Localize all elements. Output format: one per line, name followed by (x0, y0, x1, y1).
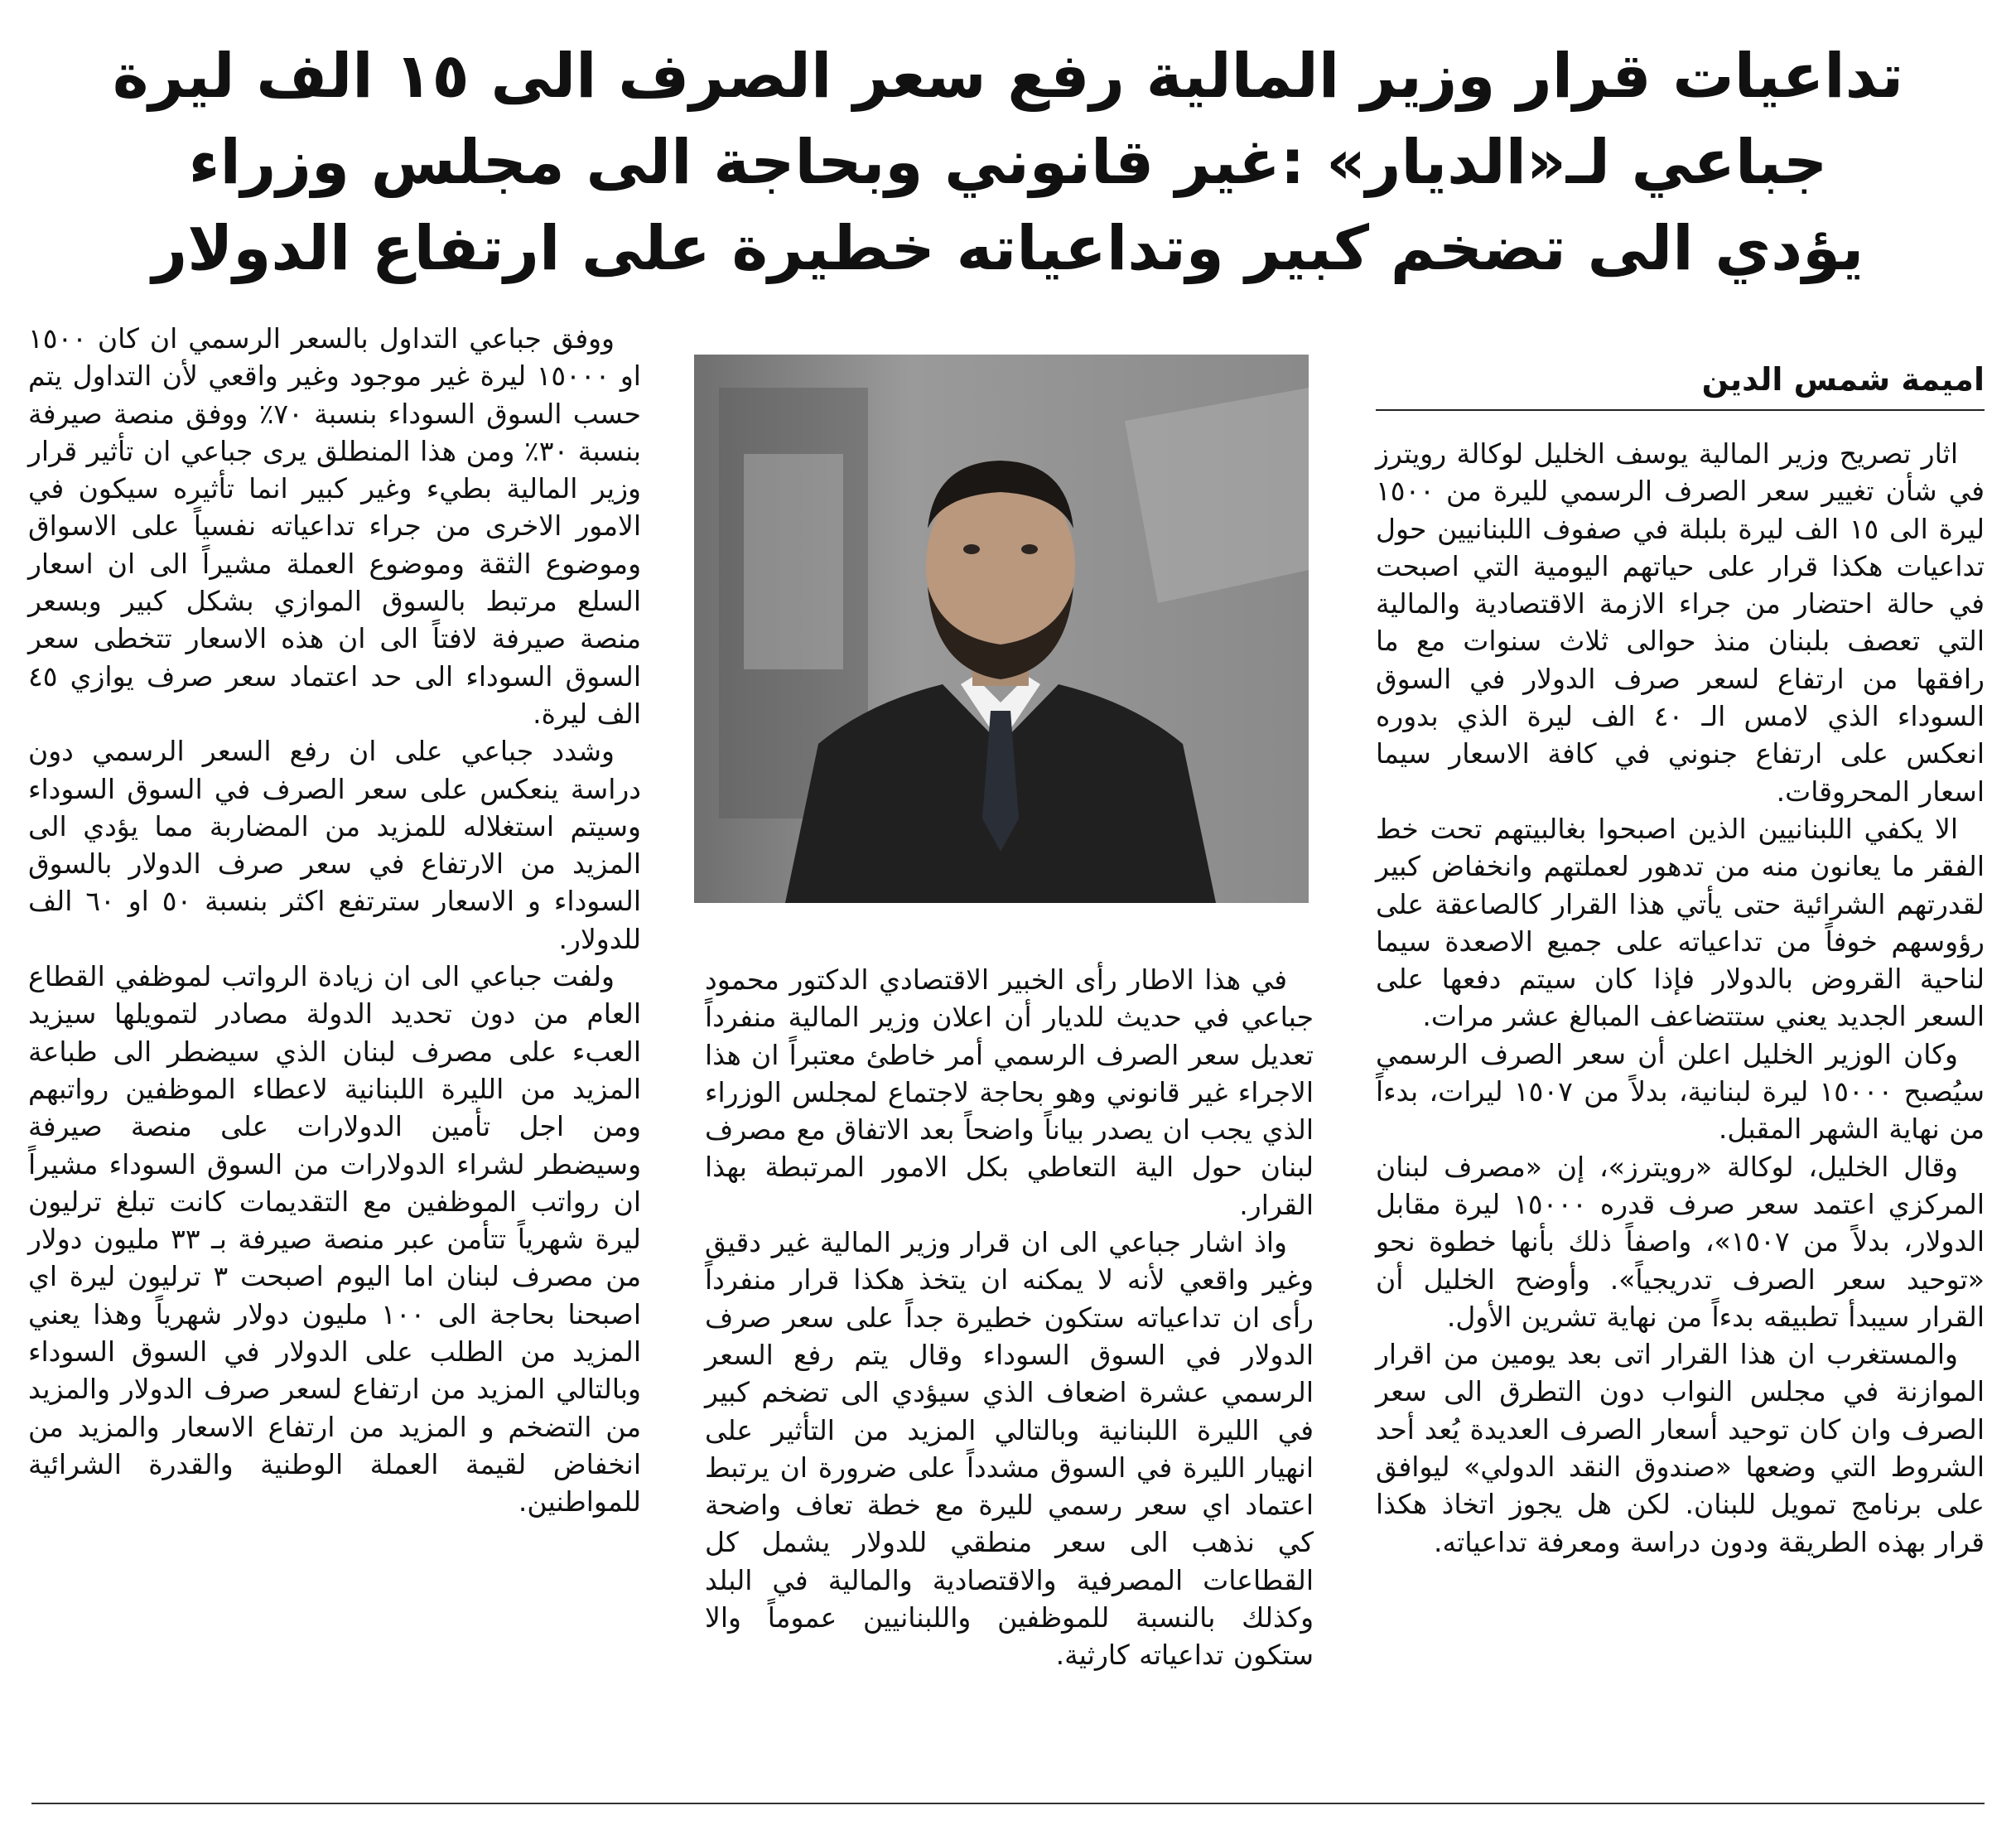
headline-line-3: يؤدي الى تضخم كبير وتداعياته خطيرة على ارتفاع الدولار (152, 213, 1864, 284)
paragraph: ولفت جباعي الى ان زيادة الرواتب لموظفي القطاع العام من دون تحديد الدولة مصادر لتمويلها سيزيد العبء على مصرف لبنان الذي سيضطر الى طباعة المزيد من الليرة اللبنانية لاعطاء الموظفين رواتبهم ومن اجل تأمين الدولارات على منصة صيرفة وسيضطر لشراء الدولارات من السوق السوداء مشيراً ان رواتب الموظفين مع التقديمات كانت تبلغ ترليون ليرة شهرياً تتأمن عبر منصة صيرفة بـ ٣٣ مليون دولار من مصرف لبنان اما اليوم اصبحت ٣ ترليون ليرة اي اصبحنا بحاجة الى ١٠٠ مليون دولار شهرياً وهذا يعني المزيد من الطلب على الدولار في السوق السوداء وبالتالي المزيد من ارتفاع لسعر صرف الدولار والمزيد من التضخم و المزيد من ارتفاع الاسعار والمزيد من انخفاض لقيمة العملة الوطنية والقدرة الشرائية للمواطنين. (28, 960, 641, 1518)
article-column-middle (705, 961, 1314, 1674)
headline-line-1: تداعيات قرار وزير المالية رفع سعر الصرف الى ١٥ الف ليرة (112, 41, 1904, 112)
paragraph: وقال الخليل، لوكالة «رويترز»، إن «مصرف لبنان المركزي اعتمد سعر صرف قدره ١٥٠٠٠ ليرة مقابل الدولار، بدلاً من ١٥٠٧»، واصفاً ذلك بأنها خطوة نحو «توحيد سعر الصرف تدريجياً». وأوضح الخليل أن القرار سيبدأ تطبيقه بدءاً من نهاية تشرين الأول. (1376, 1150, 1985, 1333)
bottom-divider (31, 1803, 1985, 1804)
paragraph: اثار تصريح وزير المالية يوسف الخليل لوكالة رويترز في شأن تغيير سعر الصرف الرسمي لليرة من ١٥٠٠ ليرة الى ١٥ الف ليرة بلبلة في صفوف اللبنانيين حول تداعيات هكذا قرار على حياتهم اليومية التي اصبحت في حالة احتضار من جراء الازمة الاقتصادية والمالية التي تعصف بلبنان منذ حوالى ثلاث سنوات مع ما رافقها من ارتفاع لسعر صرف الدولار في السوق السوداء الذي لامس الـ ٤٠ الف ليرة الذي بدوره انعكس على ارتفاع جنوني في كافة الاسعار سيما اسعار المحروقات. (1376, 437, 1985, 808)
article-column-right (1376, 435, 1985, 1561)
portrait-photo (694, 355, 1309, 903)
paragraph: واذ اشار جباعي الى ان قرار وزير المالية غير دقيق وغير واقعي لأنه لا يمكنه ان يتخذ هكذا قرار منفرداً رأى ان تداعياته ستكون خطيرة جداً على سعر صرف الدولار في السوق السوداء وقال يتم رفع السعر الرسمي عشرة اضعاف الذي سيؤدي الى تضخم كبير في الليرة اللبنانية وبالتالي المزيد من التأثير على انهيار الليرة في السوق مشدداً على ضرورة ان يرتبط اعتماد اي سعر رسمي لليرة مع خطة تعاف واضحة كي نذهب الى سعر منطقي للدولار يشمل كل القطاعات المصرفية والاقتصادية والمالية في البلد وكذلك بالنسبة للموظفين واللبنانيين عموماً والا ستكون تداعياته كارثية. (705, 1226, 1314, 1672)
article-column-left (28, 320, 641, 1521)
paragraph: الا يكفي اللبنانيين الذين اصبحوا بغالبيتهم تحت خط الفقر ما يعانون منه من تدهور لعملتهم وانخفاض كبير لقدرتهم الشرائية حتى يأتي هذا القرار كالصاعقة على رؤوسهم خوفاً من تداعياته على جميع الاصعدة سيما لناحية القروض بالدولار فإذا كان سيتم دفعها على السعر الجديد يعني ستتضاعف المبالغ عشر مرات. (1376, 812, 1985, 1033)
paragraph: وكان الوزير الخليل اعلن أن سعر الصرف الرسمي سيُصبح ١٥٠٠٠ ليرة لبنانية، بدلاً من ١٥٠٧ ليرات، بدءاً من نهاية الشهر المقبل. (1376, 1037, 1985, 1146)
paragraph: ووفق جباعي التداول بالسعر الرسمي ان كان ١٥٠٠ او ١٥٠٠٠ ليرة غير موجود وغير واقعي لأن التداول يتم حسب السوق السوداء بنسبة ٧٠٪ ووفق منصة صيرفة بنسبة ٣٠٪ ومن هذا المنطلق يرى جباعي ان تأثير قرار وزير المالية بطيء وغير كبير انما تأثيره سيكون في الامور الاخرى من جراء تداعياته نفسياً على الاسواق وموضوع الثقة وموضوع العملة مشيراً الى ان اسعار السلع مرتبط بالسوق الموازي بشكل كبير وبسعر منصة صيرفة لافتاً الى ان هذه الاسعار تتخطى سعر السوق السوداء الى حد اعتماد سعر صرف يوازي ٤٥ الف ليرة. (28, 322, 641, 730)
headline (33, 33, 1983, 292)
portrait-photo-icon (694, 355, 1309, 903)
headline-line-2: جباعي لـ«الديار» :غير قانوني وبحاجة الى مجلس وزراء (188, 127, 1828, 198)
byline: اميمة شمس الدين (1376, 363, 1985, 411)
paragraph: في هذا الاطار رأى الخبير الاقتصادي الدكتور محمود جباعي في حديث للديار أن اعلان وزير المالية منفرداً تعديل سعر الصرف الرسمي أمر خاطئ معتبراً ان هذا الاجراء غير قانوني وهو بحاجة لاجتماع لمجلس الوزراء الذي يجب ان يصدر بياناً واضحاً بعد الاتفاق مع مصرف لبنان حول الية التعاطي بكل الامور المرتبطة بهذا القرار. (705, 963, 1314, 1221)
paragraph: والمستغرب ان هذا القرار اتى بعد يومين من اقرار الموازنة في مجلس النواب دون التطرق الى سعر الصرف وان كان توحيد أسعار الصرف العديدة يُعد أحد الشروط التي وضعها «صندوق النقد الدولي» ليوافق على برنامج تمويل للبنان. لكن هل يجوز اتخاذ هكذا قرار بهذه الطريقة ودون دراسة ومعرفة تداعياته. (1376, 1338, 1985, 1558)
paragraph: وشدد جباعي على ان رفع السعر الرسمي دون دراسة ينعكس على سعر الصرف في السوق السوداء وسيتم استغلاله للمزيد من المضاربة مما يؤدي الى المزيد من الارتفاع في سعر صرف الدولار بالسوق السوداء و الاسعار سترتفع اكثر بنسبة ٥٠ او ٦٠ الف للدولار. (28, 735, 641, 955)
